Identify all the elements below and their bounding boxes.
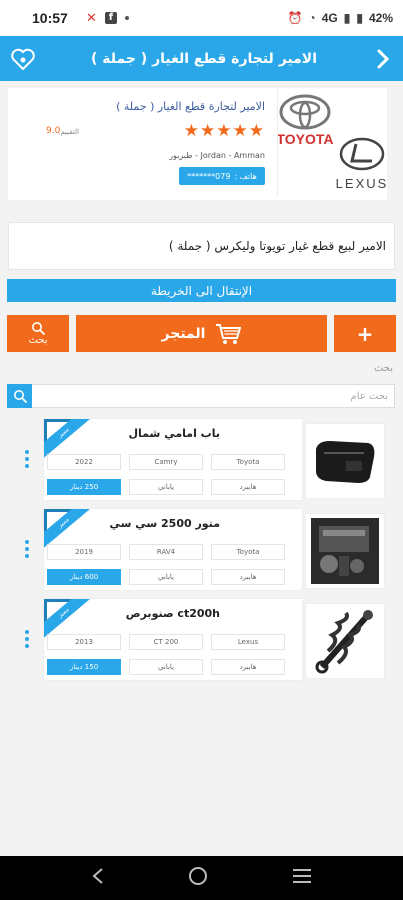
description-text: الامير لبيع قطع غيار تويوتا وليكرس ( جملة ) [168,239,386,253]
product-image[interactable] [305,423,385,499]
product-make: Toyota [211,544,285,560]
notification-icons [86,11,129,26]
search-hint: بحث [373,363,393,374]
add-button[interactable]: + [334,315,396,352]
more-notifications-icon [125,16,129,20]
phone-value: *******079 [187,171,231,181]
product-title: ct200h صنوبرص [125,607,220,620]
product-price: 600 دينار [47,569,121,585]
store-info-card [8,88,387,200]
featured-ribbon: مميز [43,598,98,643]
engine-image [309,516,381,586]
more-options-icon[interactable] [23,450,31,468]
store-button-label: المتجر [161,325,206,342]
featured-ribbon: مميز [43,418,98,463]
more-options-icon[interactable] [23,540,31,558]
product-fuel: هايبرد [211,479,285,495]
search-input[interactable] [32,384,395,408]
status-bar [0,0,403,36]
product-make: Toyota [211,454,285,470]
shock-absorber-image [310,605,380,677]
chevron-right-icon [376,49,390,69]
rating-label: التقييم: [58,128,79,136]
page-title: الامير لتجارة قطع الغيار ( جملة ) [90,50,318,67]
product-year: 2019 [47,544,121,560]
product-origin: ياباني [129,569,203,585]
go-to-map-button[interactable]: الإنتقال الى الخريطة [7,279,396,302]
store-button[interactable] [76,315,327,352]
search-bar [7,384,395,408]
toyota-logo-text: TOYOTA [278,131,334,147]
product-card[interactable] [43,418,303,501]
product-model: CT 200 [129,634,203,650]
store-logo [277,88,387,196]
featured-ribbon: مميز [43,508,98,553]
status-time: 10:57 [32,10,68,26]
search-button-label: بحث [28,335,48,346]
store-name: الامير لتجارة قطع الغيار ( جملة ) [116,100,265,113]
alarm-icon: ⏰ [287,11,303,25]
product-item[interactable] [8,598,395,681]
more-options-icon[interactable] [23,630,31,648]
heart-icon [11,48,35,70]
toyota-logo [278,88,388,196]
product-item[interactable] [8,508,395,591]
search-icon [13,389,27,403]
nav-back-button[interactable] [91,867,105,889]
phone-label: هاتف : [234,171,257,181]
product-title: متور 2500 سي سي [109,517,220,530]
status-indicators [288,11,393,25]
store-location: Jordan - Amman - طبربور [169,151,265,160]
product-origin: ياباني [129,479,203,495]
network-type: 4G [321,11,338,25]
search-submit-button[interactable] [7,384,32,408]
product-model: RAV4 [129,544,203,560]
product-card[interactable] [43,508,303,591]
product-make: Lexus [211,634,285,650]
signal-icon: ▮ [343,11,351,25]
product-year: 2013 [47,634,121,650]
product-year: 2022 [47,454,121,470]
door-panel-image [310,431,380,491]
lexus-logo-text: LEXUS [335,176,388,191]
home-circle-icon [187,865,209,887]
product-card[interactable] [43,598,303,681]
phone-button[interactable] [179,167,265,185]
battery-level: 42% [368,11,393,25]
product-title: باب امامي شمال [128,427,220,440]
chevron-left-icon [91,867,105,885]
product-fuel: هايبرد [211,569,285,585]
nav-recents-button[interactable] [292,868,312,888]
x-notification-icon: ✕ [86,10,97,26]
search-button[interactable] [7,315,69,352]
product-price: 150 دينار [47,659,121,675]
rating-stars: ★★★★★ [183,121,265,141]
battery-icon: ▮ [356,11,363,25]
system-nav-bar [0,856,403,900]
store-description [8,222,395,270]
back-button[interactable] [363,36,403,81]
product-origin: ياباني [129,659,203,675]
nav-home-button[interactable] [187,865,209,891]
product-item[interactable] [8,418,395,501]
product-model: Camry [129,454,203,470]
menu-lines-icon [292,868,312,884]
product-price: 250 دينار [47,479,121,495]
product-image[interactable] [305,513,385,589]
search-icon [31,321,45,335]
app-header [0,36,403,81]
wifi-icon: ◔ [308,11,316,25]
product-image[interactable] [305,603,385,679]
facebook-icon: f [105,12,117,24]
favorite-button[interactable] [0,36,45,81]
product-fuel: هايبرد [211,659,285,675]
rating-value: 9.0 [46,126,61,136]
cart-icon [215,323,241,345]
